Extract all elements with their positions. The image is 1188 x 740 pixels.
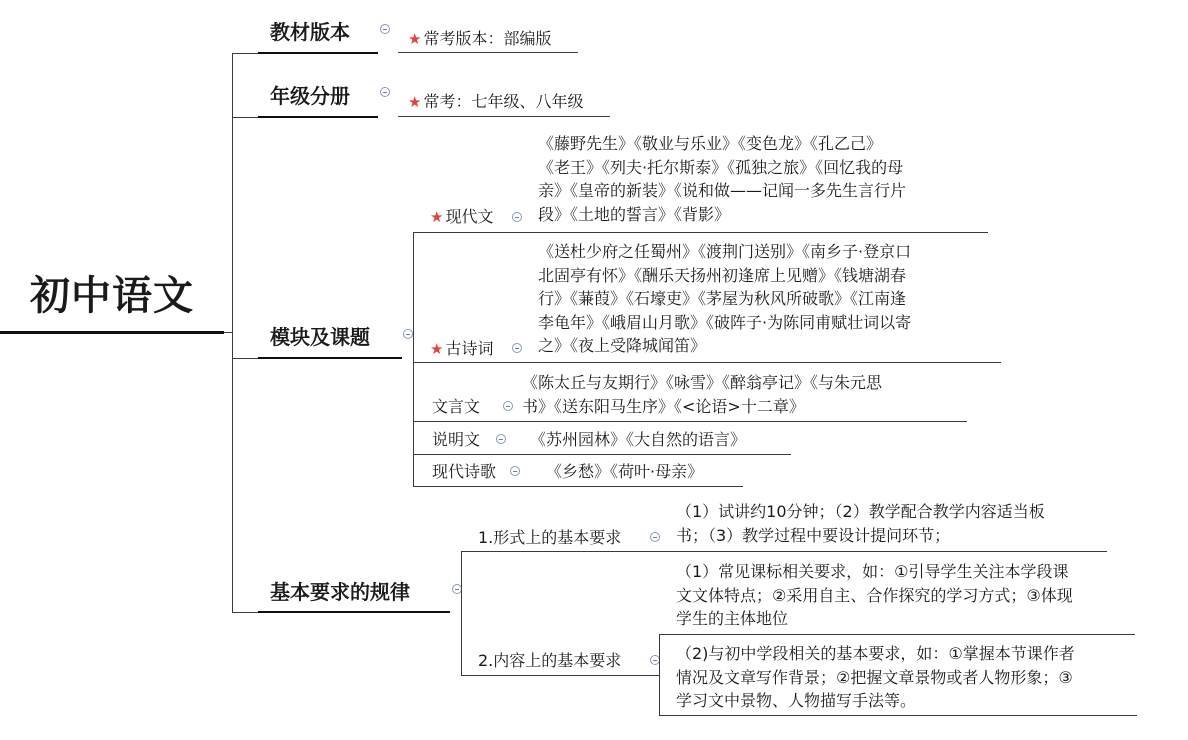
rule-detail-form: （1）试讲约10分钟；（2）教学配合教学内容适当板 书；（3）教学过程中要设计提问环节；	[676, 502, 1045, 545]
collapse-toggle-icon[interactable]	[512, 343, 522, 353]
root-underline	[0, 331, 224, 334]
collapse-toggle-icon[interactable]	[380, 87, 390, 97]
module-label-modern-prose[interactable]: ★ 现代文	[430, 207, 494, 226]
collapse-toggle-icon[interactable]	[512, 212, 522, 222]
topic-edition[interactable]: 教材版本	[270, 20, 350, 44]
topic-rules[interactable]: 基本要求的规律	[270, 580, 410, 604]
star-icon: ★	[408, 93, 422, 111]
collapse-toggle-icon[interactable]	[510, 466, 520, 476]
module-label-modern-poetry[interactable]: 现代诗歌	[432, 462, 497, 481]
module-label-classical-chinese[interactable]: 文言文	[432, 397, 481, 416]
rule-label-content[interactable]: 2.内容上的基本要求	[478, 651, 622, 670]
module-detail-modern-prose: 《藤野先生》《敬业与乐业》《变色龙》《孔乙己》 《老王》《列夫·托尔斯泰》《孤独之旅》《回忆我的母 亲》《皇帝的新装》《说和做——记闻一多先生言行片 段》《土地的誓言》《背影》	[538, 134, 907, 224]
star-icon: ★	[430, 340, 444, 358]
module-label-expository[interactable]: 说明文	[432, 430, 481, 449]
rule-detail-content-2: （2)与初中学段相关的基本要求，如：①掌握本节课作者 情况及文章写作背景；②把握文章景物或者人物形象；③ 学习文中景物、人物描写手法等。	[676, 644, 1075, 710]
module-detail-classical-chinese: 《陈太丘与友期行》《咏雪》《醉翁亭记》《与朱元思 书》《送东阳马生序》《<论语>十二章》	[522, 373, 883, 416]
module-detail-classical-poetry: 《送杜少府之任蜀州》《渡荆门送别》《南乡子·登京口 北固亭有怀》《酬乐天扬州初逢席上见赠》《钱塘湖春 行》《蒹葭》《石壕吏》《茅屋为秋风所破歌》《江南逢 李龟年》《峨眉山月歌》《破阵子·为陈同甫赋壮词以寄 之》《夜上受降城闻笛》	[538, 242, 912, 355]
module-label-classical-poetry[interactable]: ★ 古诗词	[430, 339, 494, 358]
collapse-toggle-icon[interactable]	[650, 532, 660, 542]
root-topic[interactable]: 初中语文	[30, 273, 194, 319]
collapse-toggle-icon[interactable]	[403, 329, 413, 339]
star-icon: ★	[408, 30, 422, 48]
collapse-toggle-icon[interactable]	[380, 24, 390, 34]
rule-detail-content-1: （1）常见课标相关要求，如：①引导学生关注本学段课 文文体特点；②采用自主、合作探究的学习方式；③体现 学生的主体地位	[676, 562, 1073, 628]
rule-label-form[interactable]: 1.形式上的基本要求	[478, 528, 622, 547]
note-grade: ★ 常考：七年级、八年级	[408, 92, 584, 111]
note-edition: ★ 常考版本：部编版	[408, 29, 552, 48]
collapse-toggle-icon[interactable]	[496, 434, 506, 444]
module-detail-expository: 《苏州园林》《大自然的语言》	[530, 430, 747, 449]
collapse-toggle-icon[interactable]	[503, 401, 513, 411]
root-connector	[224, 332, 232, 333]
topic-grade[interactable]: 年级分册	[270, 84, 350, 108]
topic-modules[interactable]: 模块及课题	[270, 325, 370, 349]
main-spine	[232, 53, 233, 613]
star-icon: ★	[430, 208, 444, 226]
module-detail-modern-poetry: 《乡愁》《荷叶·母亲》	[546, 462, 704, 481]
